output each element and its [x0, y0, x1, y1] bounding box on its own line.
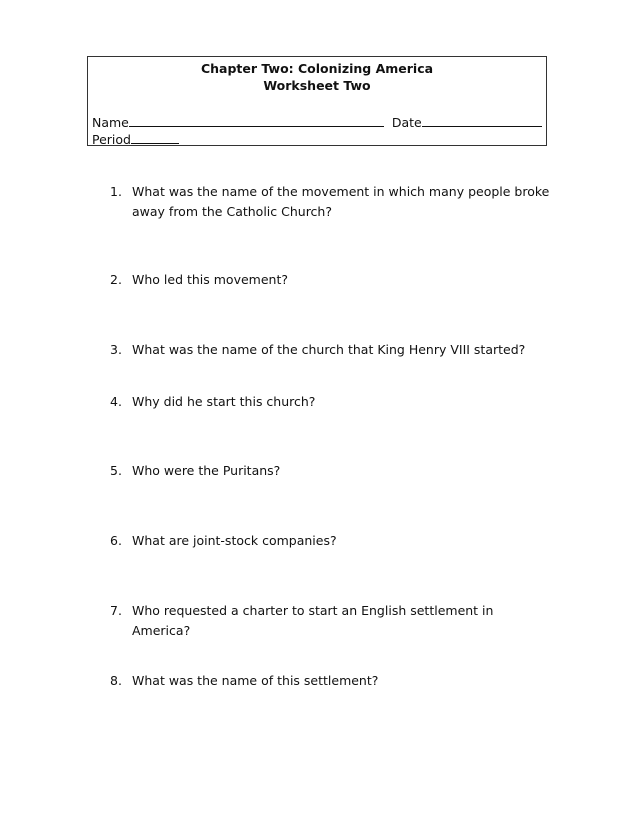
question-text: What was the name of the movement in which many people broke away from the Catholic Church? [132, 184, 550, 219]
question-number: 4. [110, 394, 122, 409]
period-label: Period [92, 132, 131, 147]
question-number: 1. [110, 184, 122, 199]
question-number: 5. [110, 463, 122, 478]
question-number: 3. [110, 342, 122, 357]
question-text: Who led this movement? [132, 272, 288, 287]
question-text: What was the name of the church that King Henry VIII started? [132, 342, 526, 357]
question-text: Who were the Puritans? [132, 463, 281, 478]
worksheet-subtitle: Worksheet Two [263, 78, 371, 93]
name-label: Name [92, 115, 129, 130]
question-number: 8. [110, 673, 122, 688]
question-text: Why did he start this church? [132, 394, 316, 409]
worksheet-title: Chapter Two: Colonizing America [200, 61, 434, 76]
question-text: Who requested a charter to start an English settlement in America? [132, 603, 494, 638]
date-label: Date [391, 115, 422, 130]
question-text: What are joint-stock companies? [132, 533, 337, 548]
question-text: What was the name of this settlement? [132, 673, 379, 688]
question-number: 2. [110, 272, 122, 287]
question-number: 6. [110, 533, 122, 548]
question-number: 7. [110, 603, 122, 618]
